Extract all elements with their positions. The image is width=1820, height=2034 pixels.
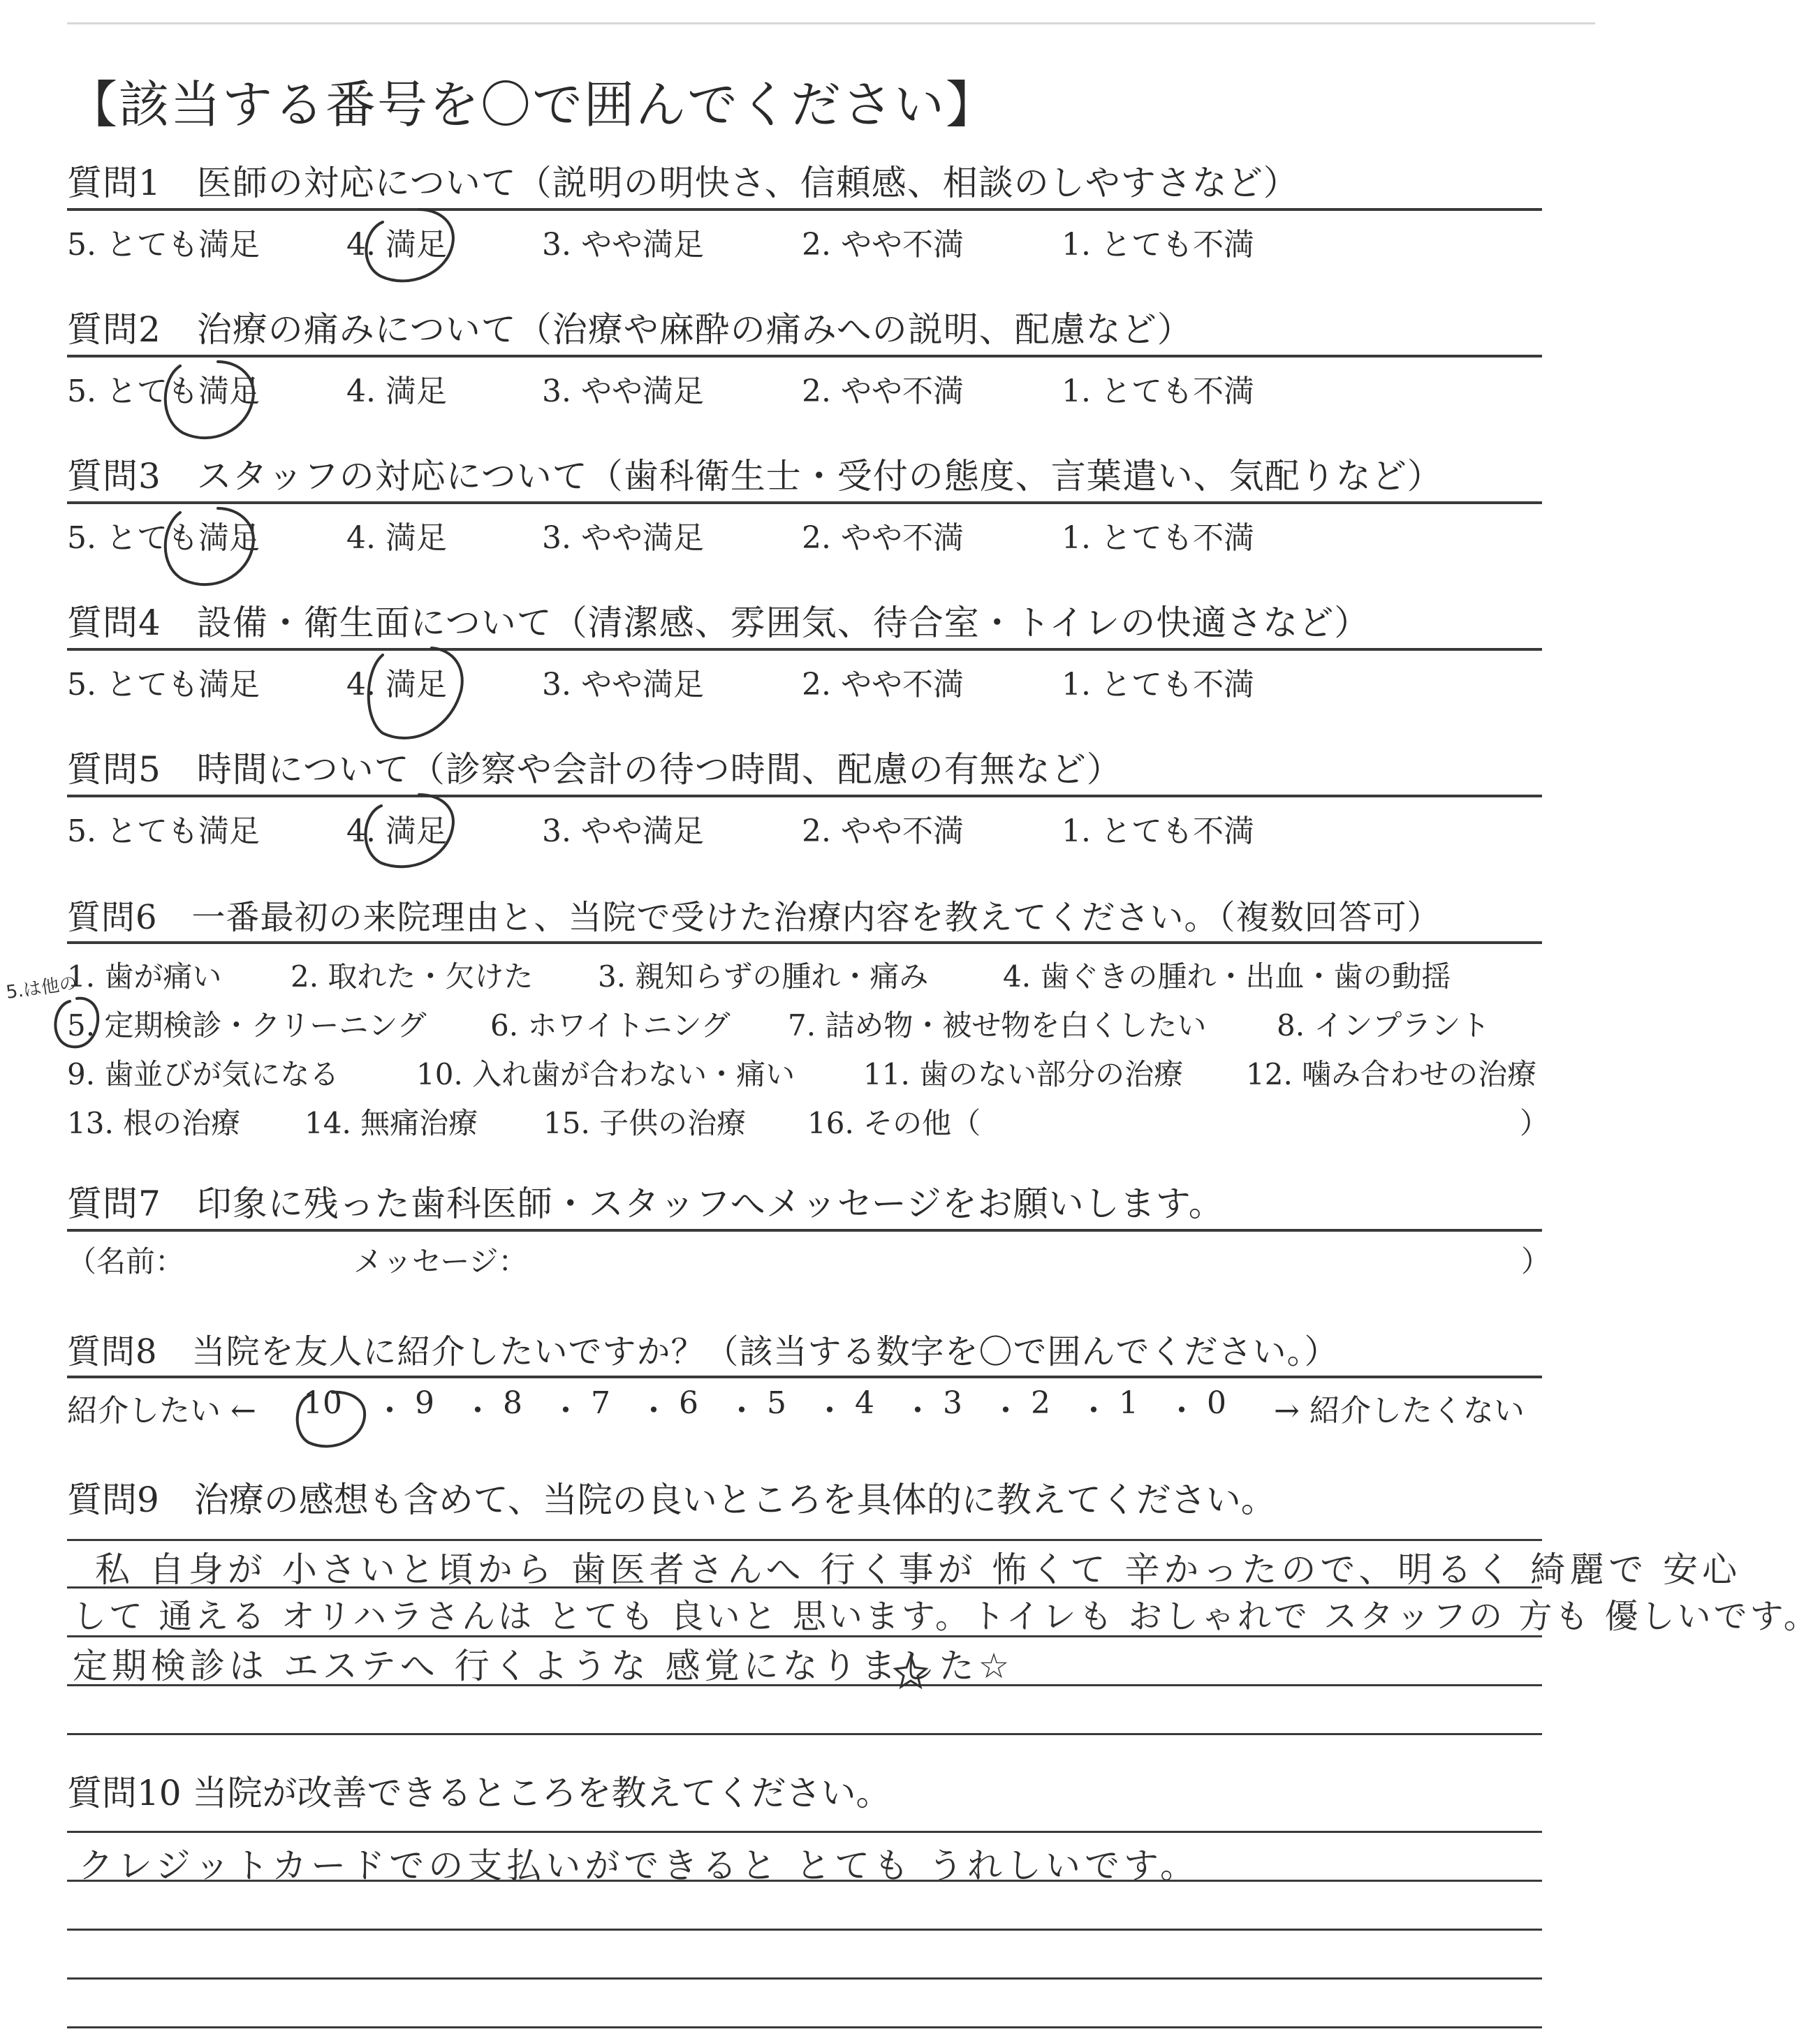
option-4[interactable]: 4. 満足 bbox=[346, 374, 447, 409]
question-1 bbox=[67, 152, 1542, 267]
question-10-header bbox=[67, 1760, 1542, 1818]
question-2-header bbox=[67, 299, 1542, 358]
answer-line bbox=[67, 1733, 1542, 1735]
scale-dot: ・ bbox=[638, 1393, 669, 1429]
scale-10[interactable]: 10 bbox=[303, 1385, 342, 1421]
q6-option-9[interactable]: 9. 歯並びが気になる bbox=[67, 1057, 339, 1091]
question-4-header bbox=[67, 592, 1542, 651]
question-2 bbox=[67, 299, 1542, 413]
q6-option-13[interactable]: 13. 根の治療 bbox=[67, 1106, 241, 1140]
message-label: メッセージ： bbox=[353, 1244, 528, 1278]
q6-option-3[interactable]: 3. 親知らずの腫れ・痛み bbox=[598, 959, 929, 994]
option-3[interactable]: 3. やや満足 bbox=[542, 520, 704, 556]
question-6 bbox=[67, 885, 1550, 1162]
question-3 bbox=[67, 445, 1542, 560]
option-4[interactable]: 4. 満足 bbox=[346, 227, 447, 263]
option-3[interactable]: 3. やや満足 bbox=[542, 813, 704, 849]
option-3[interactable]: 3. やや満足 bbox=[542, 667, 704, 702]
scale-dot: ・ bbox=[550, 1393, 581, 1429]
scale-8[interactable]: 8 bbox=[503, 1385, 522, 1421]
question-8 bbox=[67, 1320, 1542, 1427]
q6-option-16[interactable]: 16. その他（ bbox=[807, 1106, 981, 1140]
scale-7[interactable]: 7 bbox=[591, 1385, 610, 1421]
question-1-title: 質問1 医師の対応について（説明の明快さ、信頼感、相談のしやすさなど） bbox=[67, 163, 1299, 203]
question-7-title: 質問7 印象に残った歯科医師・スタッフへメッセージをお願いします。 bbox=[67, 1184, 1224, 1224]
option-5[interactable]: 5. とても満足 bbox=[67, 667, 260, 702]
answer-line bbox=[67, 1831, 1542, 1833]
q6-option-6[interactable]: 6. ホワイトニング bbox=[490, 1008, 731, 1042]
q9-answer-line-1: 私 自身が 小さいと頃から 歯医者さんへ 行く事が 怖くて 辛かったので、明るく 綺麗で 安心 bbox=[95, 1549, 1742, 1590]
option-5[interactable]: 5. とても満足 bbox=[67, 813, 260, 849]
option-1[interactable]: 1. とても不満 bbox=[1062, 227, 1254, 263]
answer-line bbox=[67, 1977, 1542, 1980]
question-3-options bbox=[67, 504, 1542, 560]
question-2-options bbox=[67, 358, 1542, 413]
top-border-line bbox=[67, 22, 1595, 24]
q9-answer-line-3: 定期検診は エステへ 行くような 感覚になりました☆ bbox=[73, 1646, 1014, 1686]
option-5[interactable]: 5. とても満足 bbox=[67, 374, 260, 409]
scale-dot: ・ bbox=[902, 1393, 933, 1429]
question-3-title: 質問3 スタッフの対応について（歯科衛生士・受付の態度、言葉遣い、気配りなど） bbox=[67, 456, 1443, 496]
scale-dot: ・ bbox=[726, 1393, 757, 1429]
question-8-title: 質問8 当院を友人に紹介したいですか？（該当する数字を〇で囲んでください。） bbox=[67, 1332, 1339, 1371]
option-3[interactable]: 3. やや満足 bbox=[542, 227, 704, 263]
question-5 bbox=[67, 739, 1542, 853]
question-9-header bbox=[67, 1466, 1542, 1525]
q6-option-2[interactable]: 2. 取れた・欠けた bbox=[291, 959, 534, 994]
answer-line bbox=[67, 1539, 1542, 1541]
scale-1[interactable]: 1 bbox=[1119, 1385, 1138, 1421]
question-8-scale bbox=[67, 1378, 1542, 1427]
scale-dot: ・ bbox=[374, 1393, 405, 1429]
question-1-header bbox=[67, 152, 1542, 211]
question-5-header bbox=[67, 739, 1542, 797]
question-9-title: 質問9 治療の感想も含めて、当院の良いところを具体的に教えてください。 bbox=[67, 1480, 1276, 1520]
option-4[interactable]: 4. 満足 bbox=[346, 520, 447, 556]
option-3[interactable]: 3. やや満足 bbox=[542, 374, 704, 409]
question-7-header bbox=[67, 1173, 1542, 1232]
option-5[interactable]: 5. とても満足 bbox=[67, 520, 260, 556]
scale-4[interactable]: 4 bbox=[855, 1385, 874, 1421]
q6-option-8[interactable]: 8. インプラント bbox=[1277, 1008, 1490, 1042]
option-1[interactable]: 1. とても不満 bbox=[1062, 374, 1254, 409]
q6-other-close: ） bbox=[1520, 1106, 1550, 1140]
q6-option-7[interactable]: 7. 詰め物・被せ物を白くしたい bbox=[788, 1008, 1207, 1042]
option-2[interactable]: 2. やや不満 bbox=[802, 520, 964, 556]
scale-dot: ・ bbox=[462, 1393, 493, 1429]
option-1[interactable]: 1. とても不満 bbox=[1062, 813, 1254, 849]
question-4 bbox=[67, 592, 1542, 707]
scale-3[interactable]: 3 bbox=[943, 1385, 962, 1421]
option-1[interactable]: 1. とても不満 bbox=[1062, 520, 1254, 556]
option-4[interactable]: 4. 満足 bbox=[346, 667, 447, 702]
q6-option-10[interactable]: 10. 入れ歯が合わない・痛い bbox=[416, 1057, 795, 1091]
option-2[interactable]: 2. やや不満 bbox=[802, 667, 964, 702]
recommend-left-label: 紹介したい ← bbox=[67, 1393, 256, 1429]
option-4[interactable]: 4. 満足 bbox=[346, 813, 447, 849]
scale-dot: ・ bbox=[1166, 1393, 1197, 1429]
question-10-title: 質問10 当院が改善できるところを教えてください。 bbox=[67, 1773, 891, 1813]
page-title: 【該当する番号を〇で囲んでください】 bbox=[67, 75, 998, 134]
question-5-options bbox=[67, 797, 1542, 853]
scale-9[interactable]: 9 bbox=[415, 1385, 434, 1421]
question-4-title: 質問4 設備・衛生面について（清潔感、雰囲気、待合室・トイレの快適さなど） bbox=[67, 603, 1370, 643]
q10-answer-line-1: クレジットカードでの支払いができると とても うれしいです。 bbox=[78, 1845, 1200, 1886]
question-6-title: 質問6 一番最初の来院理由と、当院で受けた治療内容を教えてください。（複数回答可） bbox=[67, 898, 1441, 937]
answer-line bbox=[67, 1929, 1542, 1931]
scale-0[interactable]: 0 bbox=[1207, 1385, 1226, 1421]
q6-option-14[interactable]: 14. 無痛治療 bbox=[304, 1106, 478, 1140]
name-label: （名前： bbox=[67, 1244, 185, 1278]
scale-2[interactable]: 2 bbox=[1031, 1385, 1050, 1421]
question-7-fields bbox=[67, 1232, 1551, 1281]
recommend-right-label: → 紹介したくない bbox=[1274, 1393, 1525, 1429]
q6-handwritten-note: 5.は他の bbox=[4, 972, 79, 1003]
q9-answer-line-2: して 通える オリハラさんは とても 良いと 思います。トイレも おしゃれで スタッフの 方も 優しいです。 bbox=[73, 1597, 1820, 1636]
option-5[interactable]: 5. とても満足 bbox=[67, 227, 260, 263]
scale-dot: ・ bbox=[990, 1393, 1021, 1429]
option-1[interactable]: 1. とても不満 bbox=[1062, 667, 1254, 702]
question-8-header bbox=[67, 1320, 1542, 1378]
q6-option-4[interactable]: 4. 歯ぐきの腫れ・出血・歯の動揺 bbox=[1003, 959, 1451, 994]
question-2-title: 質問2 治療の痛みについて（治療や麻酔の痛みへの説明、配慮など） bbox=[67, 309, 1193, 350]
question-3-header bbox=[67, 445, 1542, 504]
q6-option-1[interactable]: 1. 歯が痛い bbox=[67, 959, 222, 994]
question-4-options bbox=[67, 651, 1542, 707]
answer-line bbox=[67, 2026, 1542, 2028]
scale-dot: ・ bbox=[814, 1393, 845, 1429]
question-5-title: 質問5 時間について（診察や会計の待つ時間、配慮の有無など） bbox=[67, 749, 1122, 790]
scale-6[interactable]: 6 bbox=[679, 1385, 698, 1421]
question-9 bbox=[67, 1466, 1542, 1525]
q6-option-11[interactable]: 11. 歯のない部分の治療 bbox=[863, 1057, 1184, 1091]
option-2[interactable]: 2. やや不満 bbox=[802, 813, 964, 849]
option-2[interactable]: 2. やや不満 bbox=[802, 374, 964, 409]
question-10 bbox=[67, 1760, 1542, 1818]
q7-close: ） bbox=[1521, 1244, 1551, 1278]
question-7 bbox=[67, 1173, 1551, 1281]
q6-option-15[interactable]: 15. 子供の治療 bbox=[543, 1106, 747, 1140]
question-1-options bbox=[67, 211, 1542, 267]
question-6-header bbox=[67, 885, 1542, 944]
scale-dot: ・ bbox=[1078, 1393, 1109, 1429]
q6-option-12[interactable]: 12. 噛み合わせの治療 bbox=[1246, 1057, 1537, 1091]
option-2[interactable]: 2. やや不満 bbox=[802, 227, 964, 263]
question-6-options bbox=[67, 944, 1550, 1162]
scale-5[interactable]: 5 bbox=[767, 1385, 786, 1421]
q6-option-5[interactable]: 5. 定期検診・クリーニング bbox=[67, 1008, 427, 1042]
